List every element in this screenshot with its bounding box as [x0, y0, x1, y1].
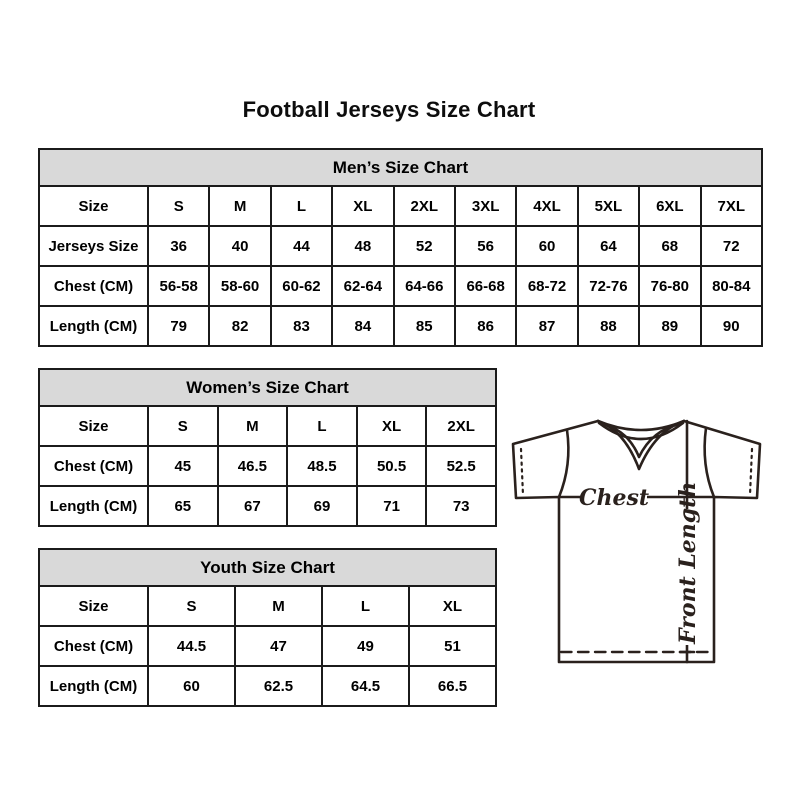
table-cell: 82: [209, 306, 270, 346]
table-cell: 44.5: [148, 626, 235, 666]
column-header: M: [209, 186, 270, 226]
table-cell: 46.5: [218, 446, 288, 486]
column-header: Size: [39, 186, 148, 226]
table-row: [39, 406, 496, 446]
table-cell: 65: [148, 486, 218, 526]
table-cell: 45: [148, 446, 218, 486]
table-cell: 89: [639, 306, 700, 346]
table-cell: 47: [235, 626, 322, 666]
youth-size-table: [38, 548, 497, 707]
column-header: Size: [39, 406, 148, 446]
table-cell: 56-58: [148, 266, 209, 306]
table-row: [39, 486, 496, 526]
column-header: M: [235, 586, 322, 626]
table-cell: 62-64: [332, 266, 393, 306]
column-header: 2XL: [426, 406, 496, 446]
table-cell: 72: [701, 226, 762, 266]
table-cell: 58-60: [209, 266, 270, 306]
page-title: Football Jerseys Size Chart: [242, 97, 536, 122]
column-header: S: [148, 186, 209, 226]
table-title-youth: Youth Size Chart: [39, 549, 496, 586]
jersey-measurement-diagram: [505, 407, 777, 677]
table-cell: 90: [701, 306, 762, 346]
chest-label: Chest: [578, 485, 650, 511]
front-length-label: Front Length: [675, 481, 701, 644]
table-row: [39, 306, 762, 346]
row-label: Length (CM): [39, 666, 148, 706]
row-label: Chest (CM): [39, 446, 148, 486]
row-label: Length (CM): [39, 306, 148, 346]
table-cell: 62.5: [235, 666, 322, 706]
table-cell: 64: [578, 226, 639, 266]
table-cell: 52.5: [426, 446, 496, 486]
column-header: 5XL: [578, 186, 639, 226]
table-cell: 80-84: [701, 266, 762, 306]
column-header: Size: [39, 586, 148, 626]
table-cell: 85: [394, 306, 455, 346]
table-cell: 49: [322, 626, 409, 666]
table-cell: 48: [332, 226, 393, 266]
womens-size-table: [38, 368, 497, 527]
table-cell: 48.5: [287, 446, 357, 486]
column-header: S: [148, 586, 235, 626]
mens-size-table: [38, 148, 763, 347]
jersey-right-seam: [705, 428, 714, 497]
column-header: XL: [332, 186, 393, 226]
table-cell: 76-80: [639, 266, 700, 306]
table-row: [39, 446, 496, 486]
table-row: [39, 186, 762, 226]
column-header: L: [271, 186, 332, 226]
column-header: XL: [357, 406, 427, 446]
table-cell: 50.5: [357, 446, 427, 486]
column-header: 7XL: [701, 186, 762, 226]
table-cell: 88: [578, 306, 639, 346]
column-header: L: [322, 586, 409, 626]
table-cell: 64.5: [322, 666, 409, 706]
table-cell: 44: [271, 226, 332, 266]
table-cell: 66-68: [455, 266, 516, 306]
table-cell: 84: [332, 306, 393, 346]
table-cell: 86: [455, 306, 516, 346]
row-label: Jerseys Size: [39, 226, 148, 266]
table-row: [39, 266, 762, 306]
table-title-womens: Women’s Size Chart: [39, 369, 496, 406]
table-cell: 73: [426, 486, 496, 526]
table-cell: 72-76: [578, 266, 639, 306]
row-label: Length (CM): [39, 486, 148, 526]
table-cell: 69: [287, 486, 357, 526]
table-title-mens: Men’s Size Chart: [39, 149, 762, 186]
table-cell: 64-66: [394, 266, 455, 306]
row-label: Chest (CM): [39, 626, 148, 666]
column-header: L: [287, 406, 357, 446]
column-header: S: [148, 406, 218, 446]
column-header: M: [218, 406, 288, 446]
table-cell: 66.5: [409, 666, 496, 706]
table-row: [39, 586, 496, 626]
table-cell: 83: [271, 306, 332, 346]
column-header: 3XL: [455, 186, 516, 226]
table-cell: 87: [516, 306, 577, 346]
jersey-right-cuff-stitch: [750, 449, 752, 495]
table-cell: 60-62: [271, 266, 332, 306]
table-cell: 56: [455, 226, 516, 266]
jersey-left-seam: [559, 430, 568, 497]
table-cell: 51: [409, 626, 496, 666]
table-row: [39, 626, 496, 666]
column-header: 4XL: [516, 186, 577, 226]
row-label: Chest (CM): [39, 266, 148, 306]
jersey-outline: [513, 421, 760, 662]
table-cell: 79: [148, 306, 209, 346]
column-header: 2XL: [394, 186, 455, 226]
table-cell: 68: [639, 226, 700, 266]
table-cell: 40: [209, 226, 270, 266]
table-cell: 60: [516, 226, 577, 266]
table-cell: 36: [148, 226, 209, 266]
column-header: XL: [409, 586, 496, 626]
jersey-left-cuff-stitch: [521, 449, 523, 495]
table-row: [39, 666, 496, 706]
table-cell: 67: [218, 486, 288, 526]
column-header: 6XL: [639, 186, 700, 226]
table-cell: 52: [394, 226, 455, 266]
table-cell: 60: [148, 666, 235, 706]
table-cell: 68-72: [516, 266, 577, 306]
table-row: [39, 226, 762, 266]
table-cell: 71: [357, 486, 427, 526]
